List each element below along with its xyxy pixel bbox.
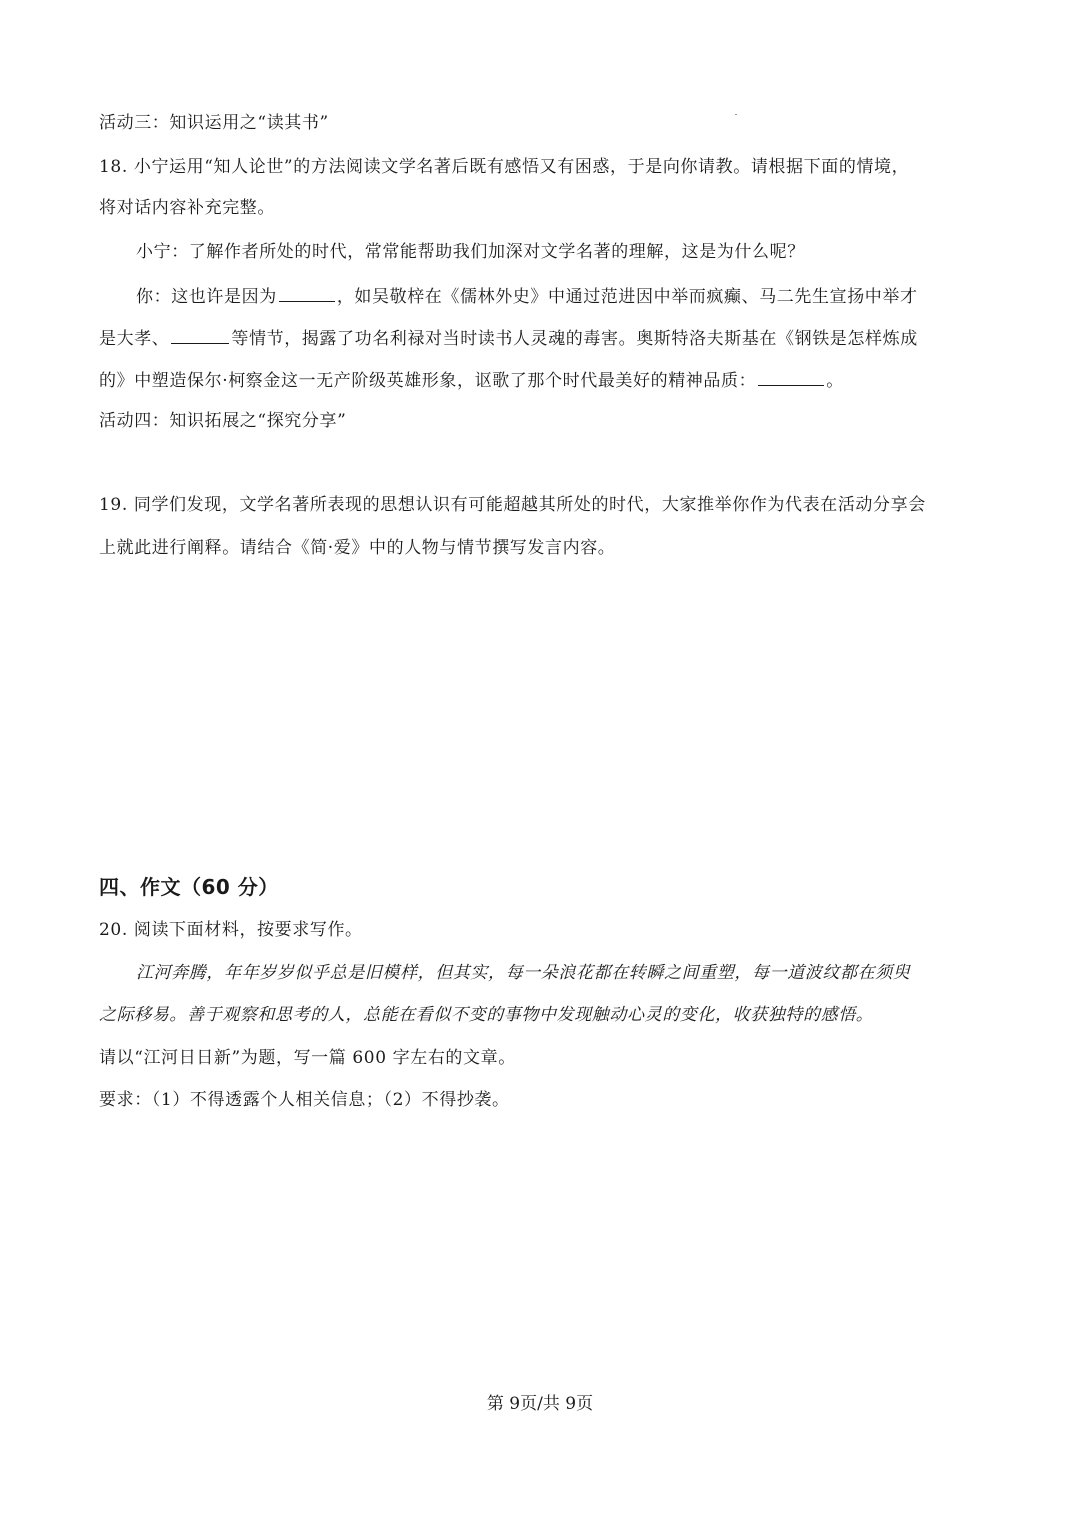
answer-blank-2[interactable] (171, 325, 229, 344)
page-number-footer: 第 9页/共 9页 (486, 1394, 594, 1414)
activity4-title: 活动四：知识拓展之“探究分享” (99, 411, 347, 431)
q18-line5-text-a: 的》中塑造保尔·柯察金这一无产阶级英雄形象，讴歌了那个时代最美好的精神品质： (99, 371, 757, 391)
scan-speck (735, 114, 737, 115)
q18-line4-text-b: 等情节，揭露了功名利禄对当时读书人灵魂的毒害。奥斯特洛夫斯基在《钢铁是怎样炼成 (231, 329, 918, 349)
q18-line-5 (99, 367, 844, 393)
q18-line-2: 将对话内容补充完整。 (99, 198, 275, 218)
q20-prompt: 请以“江河日日新”为题，写一篇 600 字左右的文章。 (99, 1048, 516, 1068)
q18-you-text-b: ，如吴敬梓在《儒林外史》中通过范进因中举而疯癫、马二先生宣扬中举才 (336, 287, 918, 307)
q18-line-1: 18. 小宁运用“知人论世”的方法阅读文学名著后既有感悟又有困惑，于是向你请教。请根据下面的情境， (99, 157, 910, 177)
q18-xiaoning-line: 小宁：了解作者所处的时代，常常能帮助我们加深对文学名著的理解，这是为什么呢？ (136, 242, 805, 262)
q20-intro: 20. 阅读下面材料，按要求写作。 (99, 920, 363, 940)
activity3-title: 活动三：知识运用之“读其书” (99, 113, 329, 133)
q20-material-line-2: 之际移易。善于观察和思考的人，总能在看似不变的事物中发现触动心灵的变化，收获独特的感悟。 (99, 1005, 874, 1025)
section-heading-composition: 四、作文（60 分） (99, 875, 279, 899)
answer-blank-3[interactable] (758, 367, 824, 386)
q19-line-2: 上就此进行阐释。请结合《简·爱》中的人物与情节撰写发言内容。 (99, 538, 616, 558)
answer-blank-1[interactable] (279, 283, 335, 302)
q20-material-line-1: 江河奔腾，年年岁岁似乎总是旧模样，但其实，每一朵浪花都在转瞬之间重塑，每一道波纹都在须臾 (136, 963, 911, 983)
q18-you-text-a: 你：这也许是因为 (136, 287, 277, 307)
q18-line5-text-b: 。 (826, 371, 844, 391)
q20-requirements: 要求：（1）不得透露个人相关信息；（2）不得抄袭。 (99, 1090, 510, 1110)
q18-line4-text-a: 是大孝、 (99, 329, 170, 349)
q19-line-1: 19. 同学们发现，文学名著所表现的思想认识有可能超越其所处的时代，大家推举你作为代表在活动分享会 (99, 495, 926, 515)
q18-you-line (136, 283, 918, 309)
q18-line-4 (99, 325, 918, 351)
